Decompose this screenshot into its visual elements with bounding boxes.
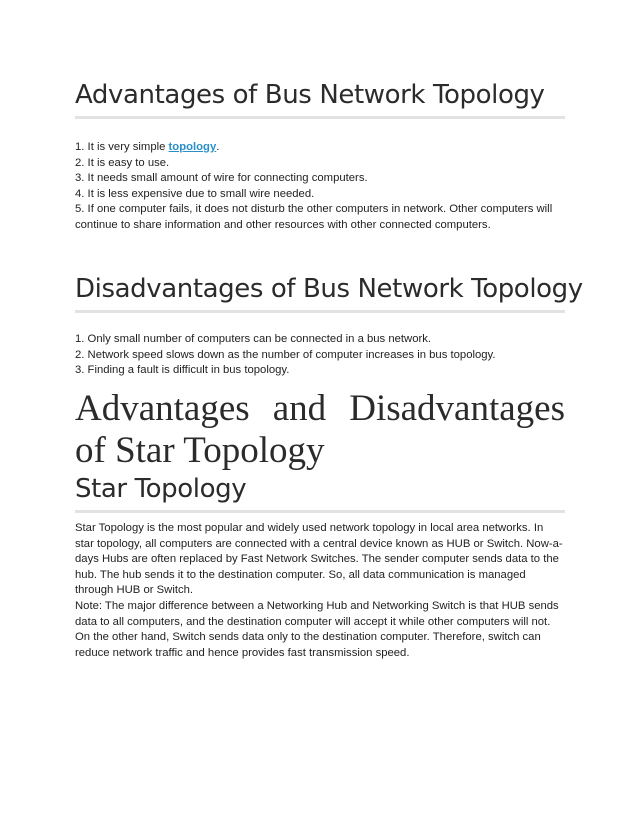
star-note-paragraph: Note: The major difference between a Networking Hub and Networking Switch is that HUB sends data to all computers, and the destination computer will accept it while other computers will not. On the other hand, Switch sends data only to the destination computer. Therefore, switch can reduce network traffic and hence provides fast transmission speed. (75, 600, 559, 659)
heading-bus-advantages: Advantages of Bus Network Topology (75, 80, 565, 119)
list-item: 5. If one computer fails, it does not disturb the other computers in network. Other computers will continue to share information and other resources with other connected computers. (75, 203, 553, 231)
list-item: 2. It is easy to use. (75, 156, 170, 169)
list-item: 4. It is less expensive due to small wire needed. (75, 187, 315, 200)
topology-link[interactable]: topology (168, 141, 217, 153)
heading-star-advantages-disadvantages: Advantages and Disadvantages of Star Topology (75, 388, 565, 471)
bus-advantages-list (75, 140, 565, 234)
list-item-text: 1. It is very simple (75, 141, 169, 153)
list-item: 1. Only small number of computers can be connected in a bus network. (75, 333, 432, 345)
bus-disadvantages-list (75, 332, 565, 379)
star-paragraph: Star Topology is the most popular and widely used network topology in local area networks. In star topology, all computers are connected with a central device known as HUB or Switch. Now-a-days Hubs are often replaced by Fast Network Switches. The sender computer sends data to the hub. The hub sends it to the destination computer. So, all data communication is managed through HUB or Switch. (75, 522, 563, 597)
list-item (75, 140, 565, 156)
list-item: 3. It needs small amount of wire for connecting computers. (75, 172, 368, 185)
list-item: 2. Network speed slows down as the number of computer increases in bus topology. (75, 348, 496, 361)
list-item-text: . (216, 141, 220, 153)
heading-star-topology: Star Topology (75, 474, 565, 513)
list-item: 3. Finding a fault is difficult in bus topology. (75, 364, 290, 377)
heading-bus-disadvantages: Disadvantages of Bus Network Topology (75, 274, 565, 313)
